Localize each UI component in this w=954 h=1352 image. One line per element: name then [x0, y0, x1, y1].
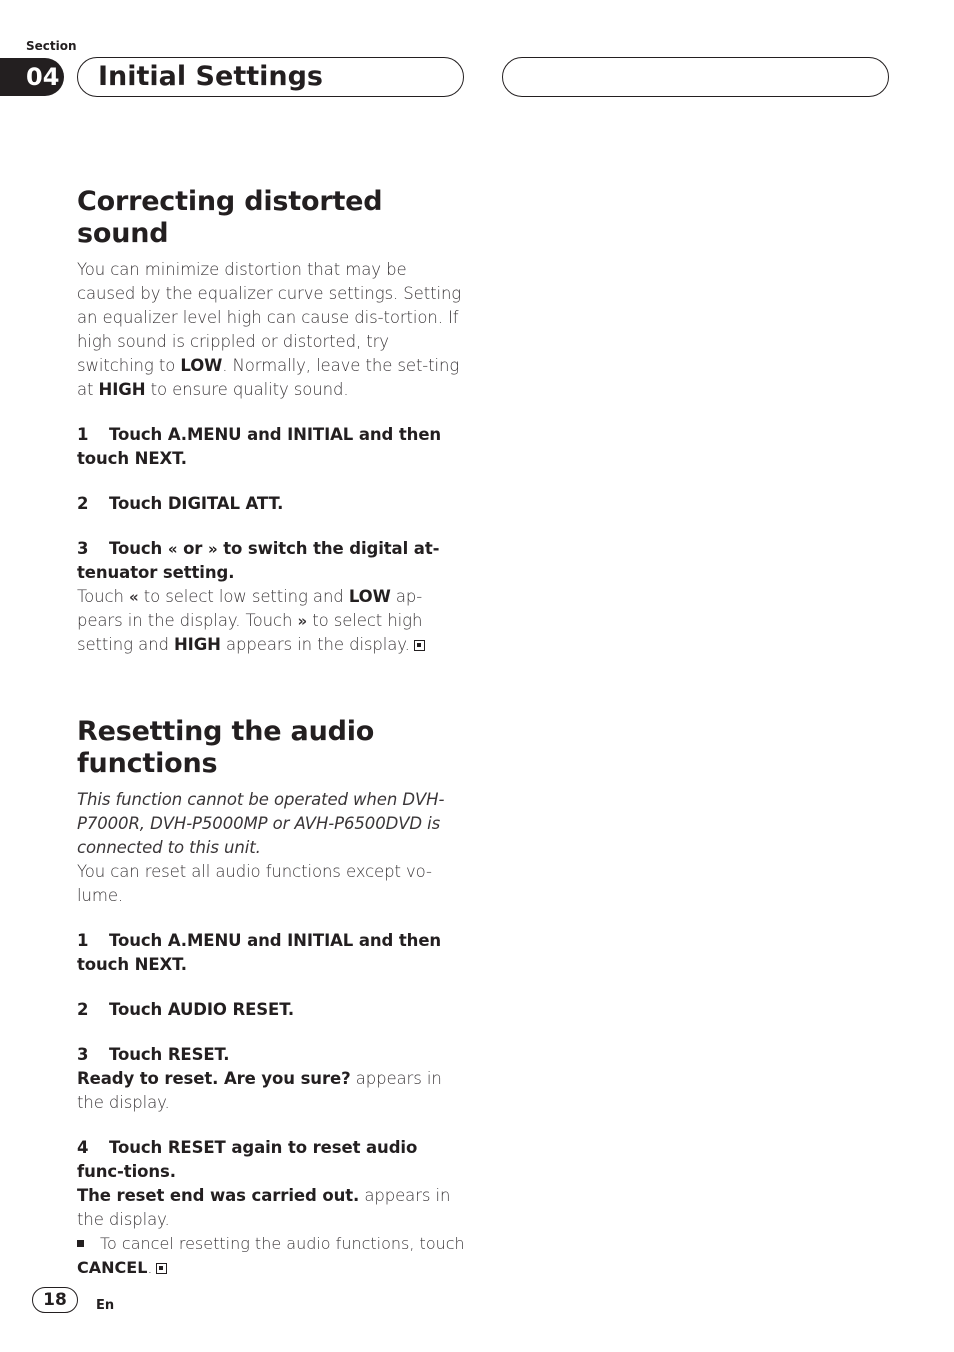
section-number-tab: 04 [0, 58, 64, 96]
reset-step-4-detail [77, 1184, 467, 1232]
step-number: 3 [77, 1045, 89, 1064]
step-number: 3 [77, 539, 89, 558]
cancel-note [77, 1232, 467, 1280]
text: to ensure quality sound. [145, 380, 349, 399]
text: To cancel resetting the audio functions, touch [100, 1234, 465, 1253]
reset-step-2 [77, 998, 467, 1022]
reset-compat-note: This function cannot be operated when DVH-P7000R, DVH-P5000MP or AVH-P6500DVD is connected to this unit. [77, 790, 445, 857]
step-text: Touch DIGITAL ATT. [109, 494, 284, 513]
text: appears in the display. [77, 1186, 451, 1229]
high-keyword: HIGH [98, 380, 146, 399]
distorted-intro [77, 258, 467, 402]
section-label: Section [26, 39, 77, 53]
heading-resetting-audio-functions: Resetting the audio functions [77, 716, 375, 779]
text-column [77, 186, 467, 1280]
text: ap-pears in the display. Touch [77, 587, 423, 630]
distorted-step-3-detail [77, 585, 467, 657]
page-number: 18 [32, 1287, 78, 1313]
high-keyword: HIGH [173, 635, 221, 654]
step-number: 4 [77, 1138, 89, 1157]
bullet-icon [77, 1240, 84, 1247]
reset-step-3-detail [77, 1067, 467, 1115]
step-number: 1 [77, 931, 89, 950]
chevron-double-left-icon: « [129, 588, 139, 606]
step-text: to switch the digital at-tenuator setting. [77, 539, 440, 582]
step-number: 2 [77, 494, 89, 513]
end-of-section-icon [414, 640, 425, 651]
language-code: En [96, 1298, 115, 1313]
text: Touch [77, 587, 130, 606]
chevron-double-right-icon: » [207, 540, 218, 558]
text: You can minimize distortion that may be caused by the equalizer curve settings. Setting an equalizer level high can cause dis-tortion. If high sound is crippled or distorted, try switching to [77, 260, 462, 375]
text: appears in the display. [220, 635, 410, 654]
text: . Normally, leave the set-ting at [77, 356, 460, 399]
step-text: Touch RESET. [109, 1045, 230, 1064]
step-text: Touch A.MENU and INITIAL and then touch NEXT. [77, 931, 442, 974]
text: appears in the display. [77, 1069, 442, 1112]
text: to select low setting and [138, 587, 349, 606]
distorted-step-3 [77, 537, 467, 585]
reset-intro: You can reset all audio functions except vo-lume. [77, 862, 432, 905]
header-title-box [77, 57, 464, 97]
text: . [147, 1258, 153, 1277]
low-keyword: LOW [180, 356, 223, 375]
reset-step-4 [77, 1136, 467, 1184]
distorted-step-2 [77, 492, 467, 516]
text: to select high setting and [77, 611, 423, 654]
header-title: Initial Settings [98, 61, 324, 92]
end-of-section-icon [156, 1263, 167, 1274]
distorted-step-1 [77, 423, 467, 471]
chevron-double-right-icon: » [297, 612, 308, 630]
display-message: Ready to reset. Are you sure? [77, 1069, 351, 1088]
heading-correcting-distorted-sound: Correcting distorted sound [77, 186, 383, 249]
step-text: Touch RESET again to reset audio func-tions. [77, 1138, 418, 1181]
step-text: Touch [109, 539, 168, 558]
low-keyword: LOW [348, 587, 391, 606]
step-text: or [177, 539, 208, 558]
step-text: Touch AUDIO RESET. [109, 1000, 295, 1019]
chevron-double-left-icon: « [167, 540, 178, 558]
step-text: Touch A.MENU and INITIAL and then touch NEXT. [77, 425, 442, 468]
reset-step-1 [77, 929, 467, 977]
reset-step-3 [77, 1043, 467, 1067]
header-empty-box [502, 57, 889, 97]
step-number: 1 [77, 425, 89, 444]
cancel-keyword: CANCEL [77, 1258, 148, 1277]
display-message: The reset end was carried out. [77, 1186, 360, 1205]
step-number: 2 [77, 1000, 89, 1019]
